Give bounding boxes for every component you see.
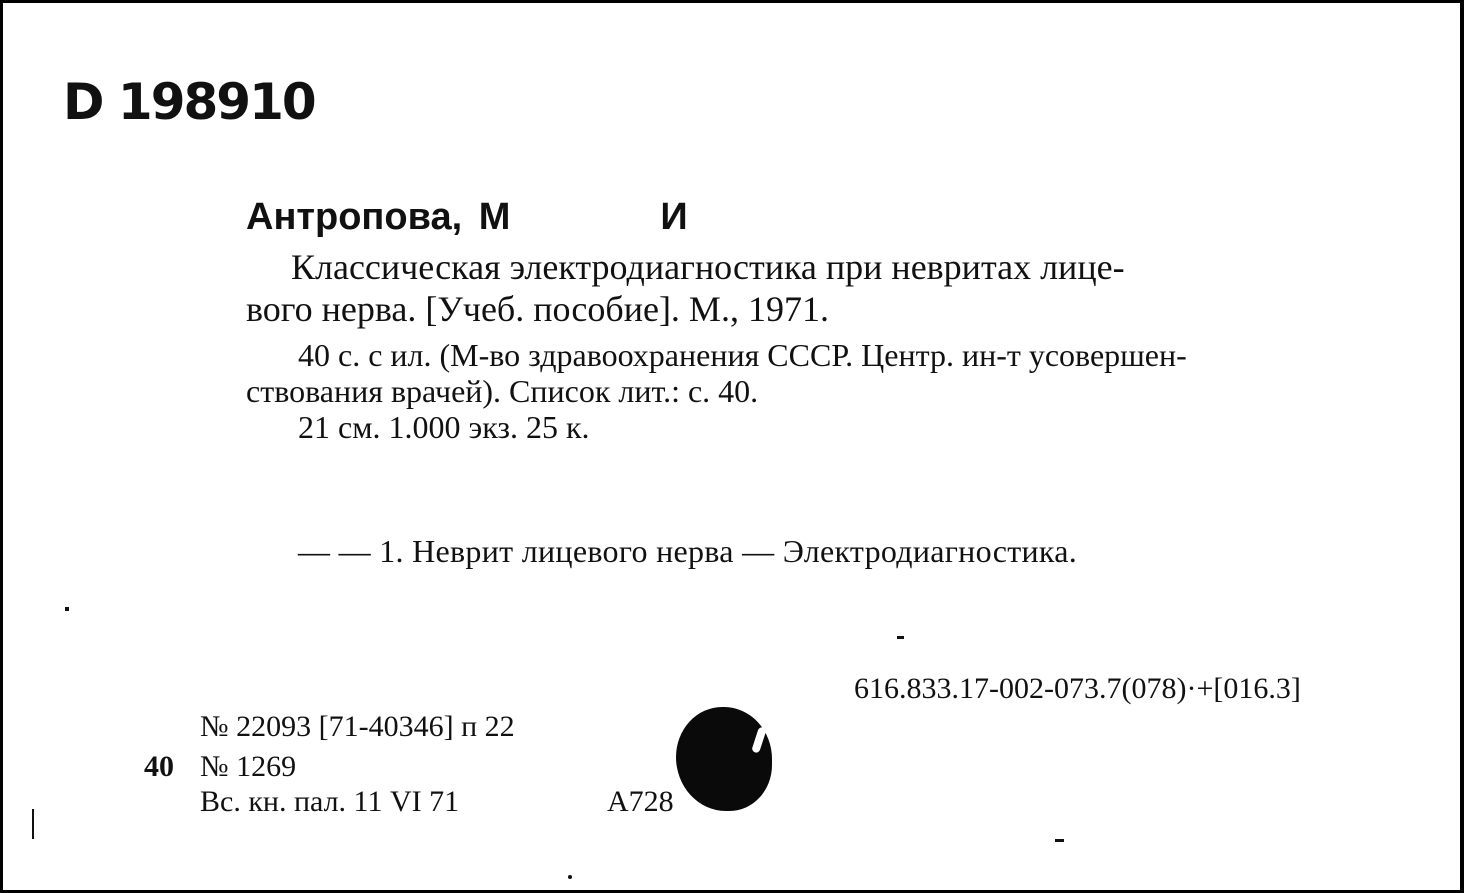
order-line-2: № 1269 <box>200 750 297 783</box>
order-line-1: № 22093 [71-40346] п 22 <box>200 710 515 743</box>
collation-line-3: 21 см. 1.000 экз. 25 к. <box>298 409 590 445</box>
ink-blot <box>676 707 772 811</box>
author-initial: И <box>660 196 688 238</box>
subject-heading: — — 1. Неврит лицевого нерва — Электродиагностика. <box>298 533 1078 569</box>
author-heading <box>246 198 688 236</box>
collation-line-2: ствования врачей). Список лит.: с. 40. <box>246 373 759 409</box>
ink-speck <box>1055 839 1064 842</box>
ink-speck <box>65 607 69 611</box>
ink-speck <box>568 875 572 879</box>
author-name: Антропова, М <box>246 196 511 238</box>
collation-line-1: 40 с. с ил. (М-во здравоохранения СССР. Центр. ин-т усовершен- <box>298 337 1187 373</box>
catalog-card <box>3 3 1460 890</box>
order-line-3: Вс. кн. пал. 11 VI 71 <box>200 785 460 818</box>
inventory-number: D 198910 <box>63 73 315 131</box>
order-number-left: 40 <box>144 750 174 783</box>
ink-speck <box>897 636 904 639</box>
title-line-2: вого нерва. [Учеб. пособие]. М., 1971. <box>246 289 829 329</box>
ink-speck <box>32 809 34 839</box>
title-line-1: Классическая электродиагностика при невритах лице- <box>291 247 1125 287</box>
print-code: А728 <box>607 785 674 818</box>
classification-index: 616.833.17-002-073.7(078)·+[016.3] <box>854 672 1301 705</box>
